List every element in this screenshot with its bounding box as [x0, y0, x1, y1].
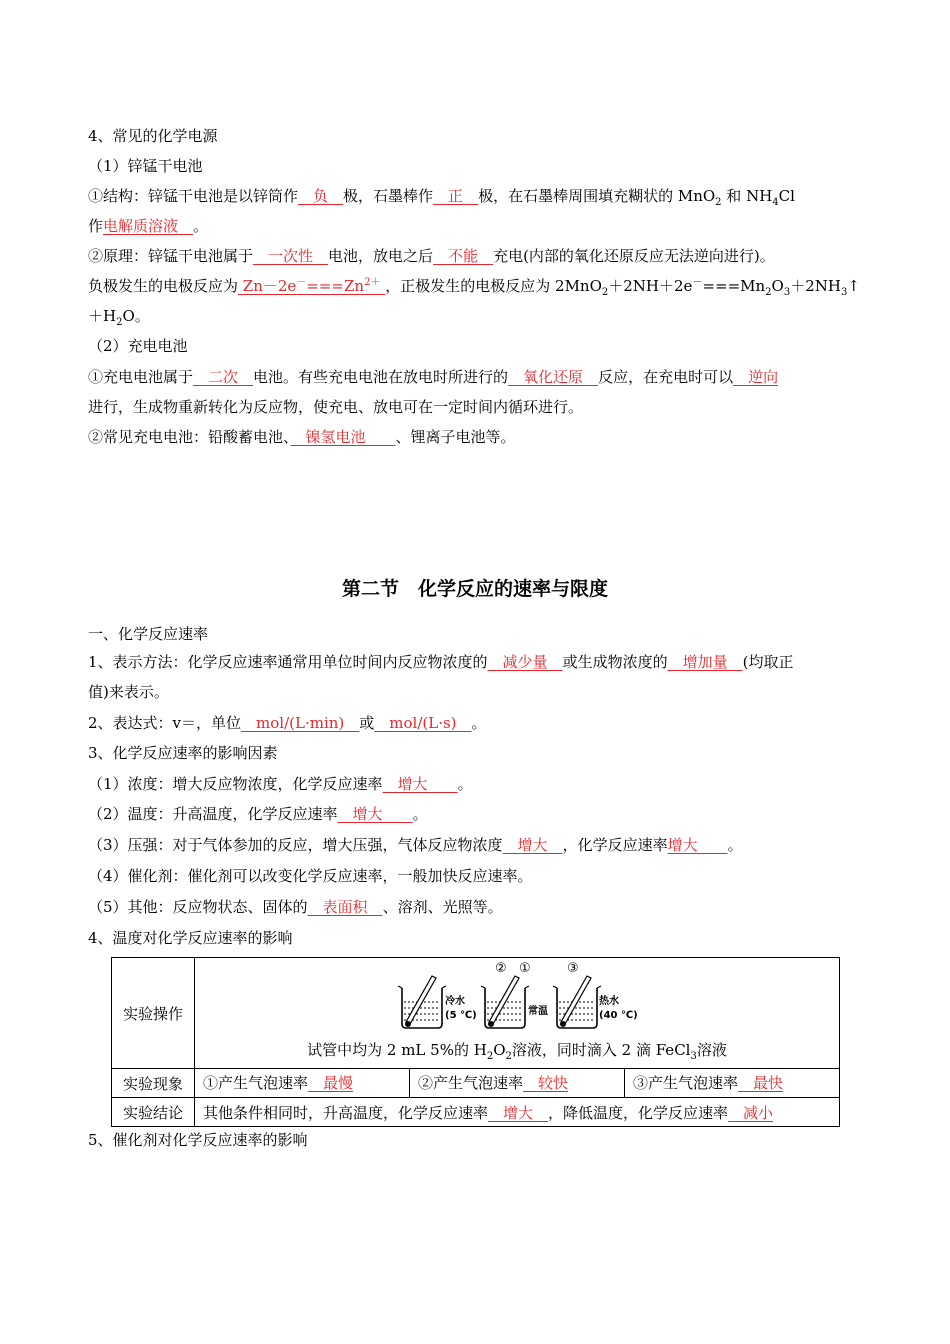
line-expression: 2、表达式：v＝，单位 mol/(L·min) 或 mol/(L·s) 。 [88, 714, 487, 732]
subheading-zinc-manganese-battery: （1）锌锰干电池 [88, 157, 203, 175]
subheading-rechargeable-battery: （2）充电电池 [88, 337, 188, 355]
fill-blank: mol/(L·min) [241, 714, 360, 732]
table-row [112, 1069, 840, 1098]
line-catalyst: （4）催化剂：催化剂可以改变化学反应速率，一般加快反应速率。 [88, 867, 533, 885]
line-other-factors: （5）其他：反应物状态、固体的 表面积 、溶剂、光照等。 [88, 898, 503, 916]
beaker-number: ③ [567, 961, 579, 976]
svg-text:(40 ℃): (40 ℃) [599, 1010, 638, 1021]
beaker-icon [398, 961, 531, 1028]
beaker-number: ② [495, 961, 507, 976]
line-electrode-reactions: 负极发生的电极反应为 $Zn-2e^-===Zn^{2+}$ ，正极发生的电极反应为 $2MnO_2+2NH+2e^-===Mn_2O_3+2NH_3↑$ [88, 277, 860, 298]
beaker-icon [481, 961, 548, 1028]
heading-chemical-power-sources: 4、常见的化学电源 [88, 127, 218, 145]
line-rechargeable-cont: 进行，生成物重新转化为反应物，使充电、放电可在一定时间内循环进行。 [88, 398, 584, 416]
heading-factors: 3、化学反应速率的影响因素 [88, 744, 278, 762]
fill-blank: 氧化还原 [508, 368, 599, 386]
fill-blank: 正 [433, 187, 479, 205]
line-temperature: （2）温度：升高温度，化学反应速率 增大 。 [88, 805, 428, 823]
fill-blank: 不能 [433, 247, 494, 265]
line-rechargeable-definition: ①充电电池属于 二次 电池。有些充电电池在放电时所进行的 氧化还原 反应，在充电时可以 逆向 [88, 368, 779, 386]
line-representation: 1、表示方法：化学反应速率通常用单位时间内反应物浓度的 减少量 或生成物浓度的 增加量 (均取正 [88, 653, 794, 671]
fill-blank: 增大 [382, 775, 458, 793]
line-structure: ①结构：锌锰干电池是以锌筒作 负 极，石墨棒作 正 极，在石墨棒周围填充糊状的 MnO$_2$ 和 $NH_4Cl$ [88, 187, 795, 208]
svg-text:热水: 热水 [599, 996, 619, 1007]
row-label-operation: 实验操作 [112, 958, 195, 1069]
heading-reaction-rate: 一、化学反应速率 [88, 625, 209, 643]
fill-blank-negative-electrode: $Zn-2e^-===Zn^{2+}$ [238, 277, 381, 295]
phenomenon-cell [195, 1069, 840, 1098]
beaker-number: ① [519, 961, 531, 976]
line-principle: ②原理：锌锰干电池属于 一次性 电池，放电之后 不能 充电(内部的氧化还原反应无法逆向进行)。 [88, 247, 775, 265]
table-row [112, 1098, 840, 1127]
fill-blank: 电解质溶液 [103, 217, 194, 235]
table-row [112, 958, 840, 1069]
fill-blank: 逆向 [733, 368, 779, 386]
line-structure-cont: 作电解质溶液 。 [88, 217, 209, 235]
fill-blank: 二次 [193, 368, 254, 386]
conclusion-cell: 其他条件相同时，升高温度，化学反应速率 增大 ，降低温度，化学反应速率 减小 [195, 1098, 840, 1127]
fill-blank: mol/(L·s) [374, 714, 472, 732]
operation-cell [195, 958, 840, 1069]
fill-blank: 增大 [667, 836, 728, 854]
line-common-rechargeable: ②常见充电电池：铅酸蓄电池、 镍氢电池 、锂离子电池等。 [88, 428, 516, 446]
row-label-conclusion: 实验结论 [112, 1098, 195, 1127]
beaker-icon [553, 961, 638, 1028]
experiment-table [111, 957, 840, 1127]
svg-text:(5 ℃): (5 ℃) [445, 1010, 477, 1021]
line-electrode-reactions-cont: $+H_2O$。 [88, 307, 150, 328]
svg-text:常温: 常温 [528, 1006, 548, 1017]
section-title: 第二节 化学反应的速率与限度 [341, 578, 608, 600]
line-representation-cont: 值)来表示。 [88, 683, 169, 701]
fill-blank: 增加量 [667, 653, 743, 671]
fill-blank: 一次性 [253, 247, 329, 265]
observation-2: ②产生气泡速率 较快 [409, 1069, 624, 1097]
line-concentration: （1）浓度：增大反应物浓度，化学反应速率 增大 。 [88, 775, 473, 793]
fill-blank: 镍氢电池 [290, 428, 396, 446]
svg-text:冷水: 冷水 [445, 996, 465, 1007]
line-pressure: （3）压强：对于气体参加的反应，增大压强，气体反应物浓度 增大 ，化学反应速率增大 。 [88, 836, 743, 854]
heading-temperature-effect: 4、温度对化学反应速率的影响 [88, 929, 293, 947]
observation-3: ③产生气泡速率 最快 [624, 1069, 839, 1097]
heading-catalyst-effect: 5、催化剂对化学反应速率的影响 [88, 1131, 308, 1149]
fill-blank: 表面积 [307, 898, 383, 916]
row-label-phenomenon: 实验现象 [112, 1069, 195, 1098]
observation-1: ①产生气泡速率 最慢 [203, 1074, 354, 1092]
beakers-diagram [195, 958, 839, 1068]
experiment-description: 试管中均为 2 mL 5%的 $H_2O_2$溶液，同时滴入 2 滴 FeCl$_3$溶液 [307, 1041, 727, 1062]
fill-blank: 负 [298, 187, 344, 205]
fill-blank: 减少量 [487, 653, 563, 671]
fill-blank: 增大 [502, 836, 563, 854]
fill-blank: 增大 [337, 805, 413, 823]
